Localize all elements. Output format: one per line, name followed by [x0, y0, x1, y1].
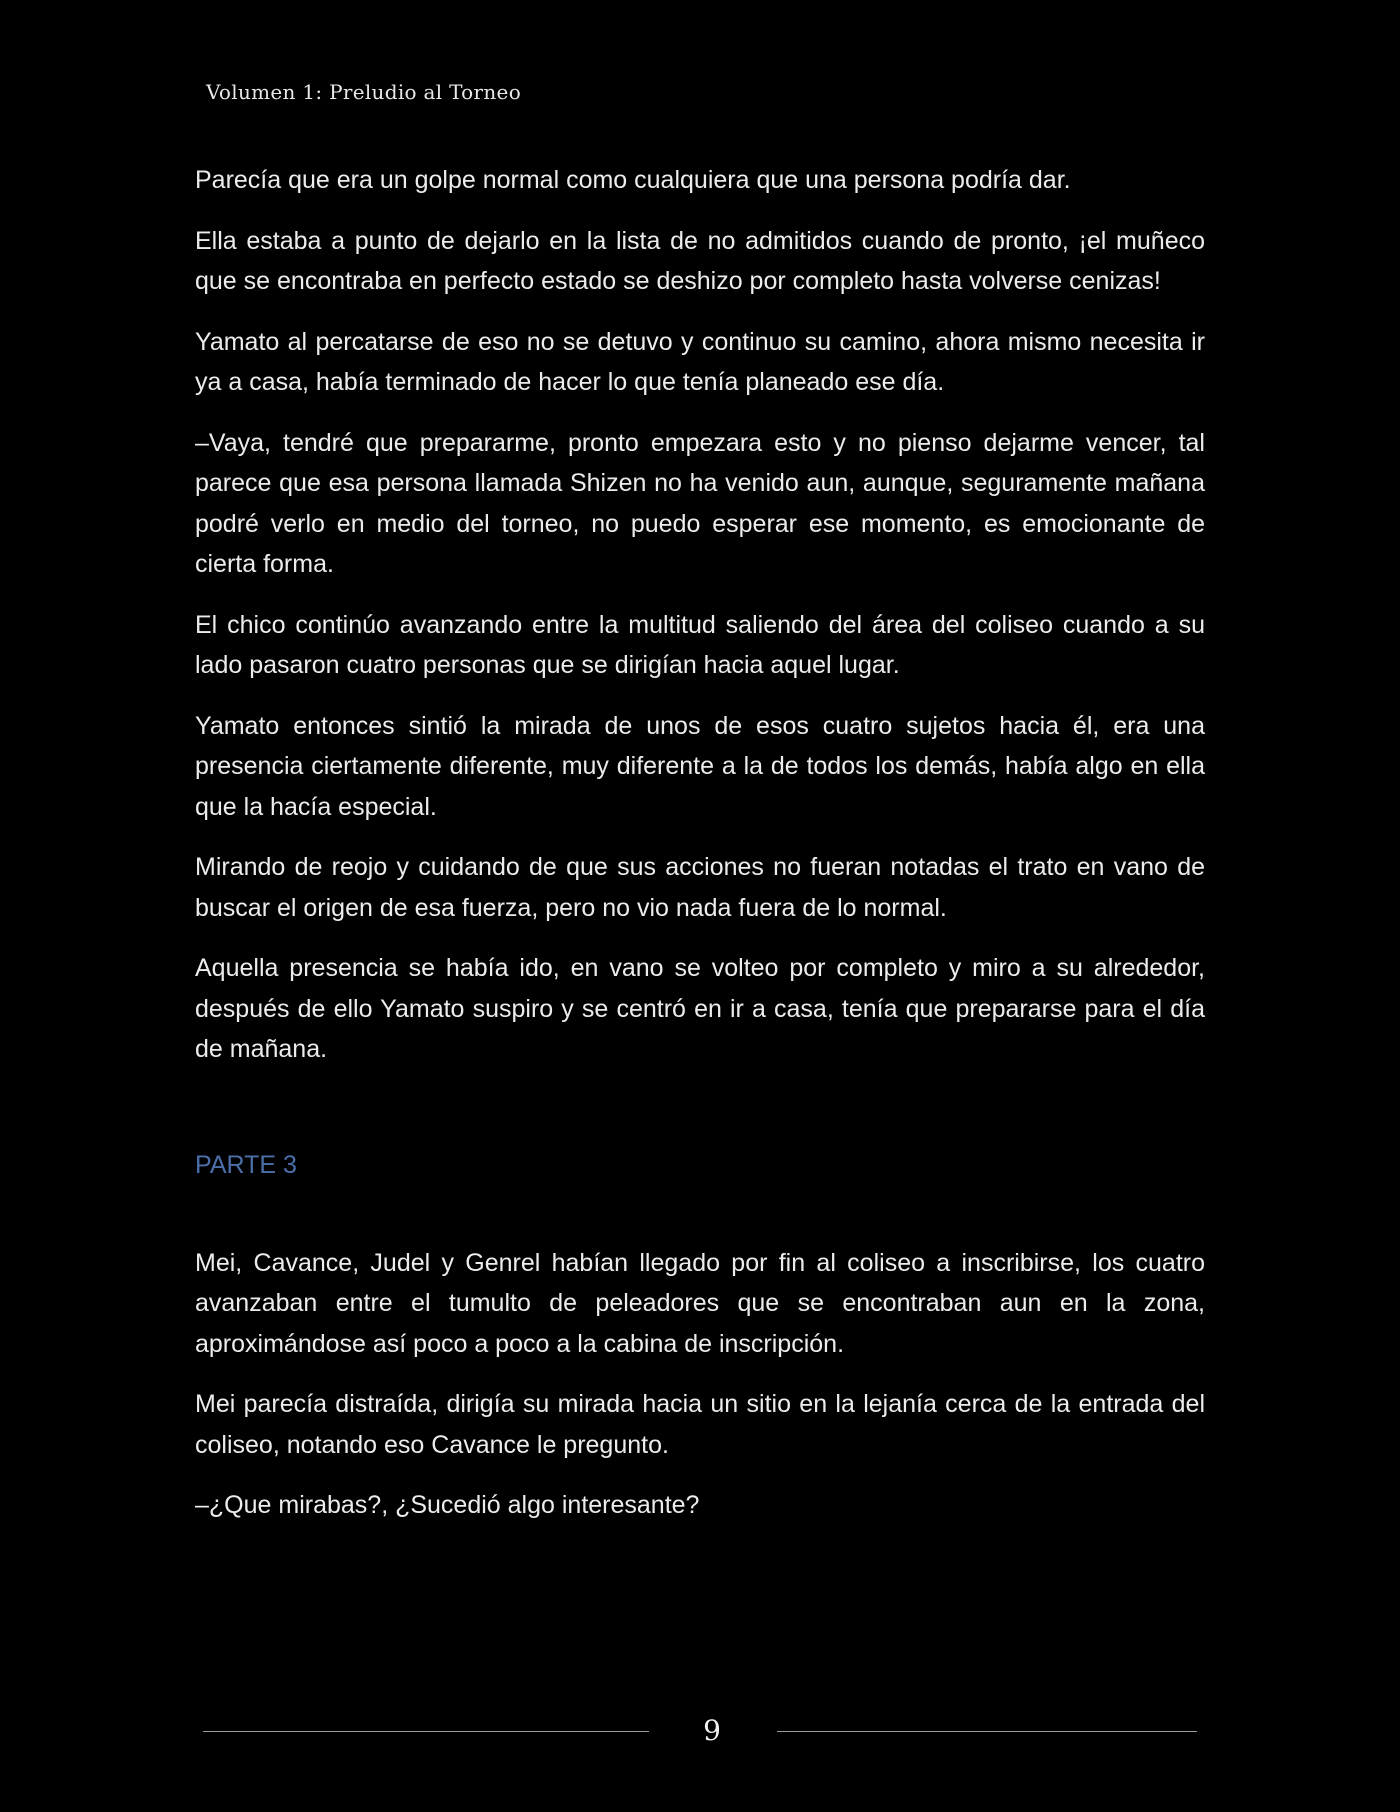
- paragraph: Aquella presencia se había ido, en vano se volteo por completo y miro a su alrededor, después de ello Yamato suspiro y se centró en ir a casa, tenía que prepararse para el día de mañana.: [195, 954, 1205, 1063]
- paragraph: –¿Que mirabas?, ¿Sucedió algo interesante?: [195, 1491, 700, 1519]
- paragraph: Mei, Cavance, Judel y Genrel habían llegado por fin al coliseo a inscribirse, los cuatro avanzaban entre el tumulto de peleadores que se encontraban aun en la zona, aproximándose así poco a poco a la cabina de inscripción.: [195, 1248, 1205, 1358]
- section-heading: PARTE 3: [195, 1150, 297, 1179]
- paragraph: Mei parecía distraída, dirigía su mirada hacia un sitio en la lejanía cerca de la entrada del coliseo, notando eso Cavance le pregunto.: [195, 1390, 1205, 1459]
- page-number: 9: [703, 1714, 721, 1747]
- paragraph: Yamato al percatarse de eso no se detuvo y continuo su camino, ahora mismo necesita ir ya a casa, había terminado de hacer lo que tenía planeado ese día.: [195, 327, 1205, 396]
- running-header: Volumen 1: Preludio al Torneo: [206, 80, 522, 104]
- footer-rule-right: [777, 1731, 1197, 1732]
- paragraph: El chico continúo avanzando entre la multitud saliendo del área del coliseo cuando a su lado pasaron cuatro personas que se dirigían hacia aquel lugar.: [195, 610, 1205, 679]
- paragraph: Yamato entonces sintió la mirada de unos de esos cuatro sujetos hacia él, era una presencia ciertamente diferente, muy diferente a la de todos los demás, había algo en ella que la hacía especial.: [195, 711, 1205, 821]
- paragraph: Mirando de reojo y cuidando de que sus acciones no fueran notadas el trato en vano de buscar el origen de esa fuerza, pero no vio nada fuera de lo normal.: [195, 853, 1205, 922]
- footer-rule-left: [203, 1731, 649, 1732]
- paragraph: Ella estaba a punto de dejarlo en la lista de no admitidos cuando de pronto, ¡el muñeco que se encontraba en perfecto estado se deshizo por completo hasta volverse cenizas!: [195, 226, 1205, 295]
- page-footer: [0, 1712, 1400, 1752]
- paragraph: Parecía que era un golpe normal como cualquiera que una persona podría dar.: [195, 166, 1071, 194]
- paragraph: –Vaya, tendré que prepararme, pronto empezara esto y no pienso dejarme vencer, tal parece que esa persona llamada Shizen no ha venido aun, aunque, seguramente mañana podré verlo en medio del torneo, no puedo esperar ese momento, es emocionante de cierta forma.: [195, 428, 1205, 578]
- page-body: [195, 160, 1205, 1546]
